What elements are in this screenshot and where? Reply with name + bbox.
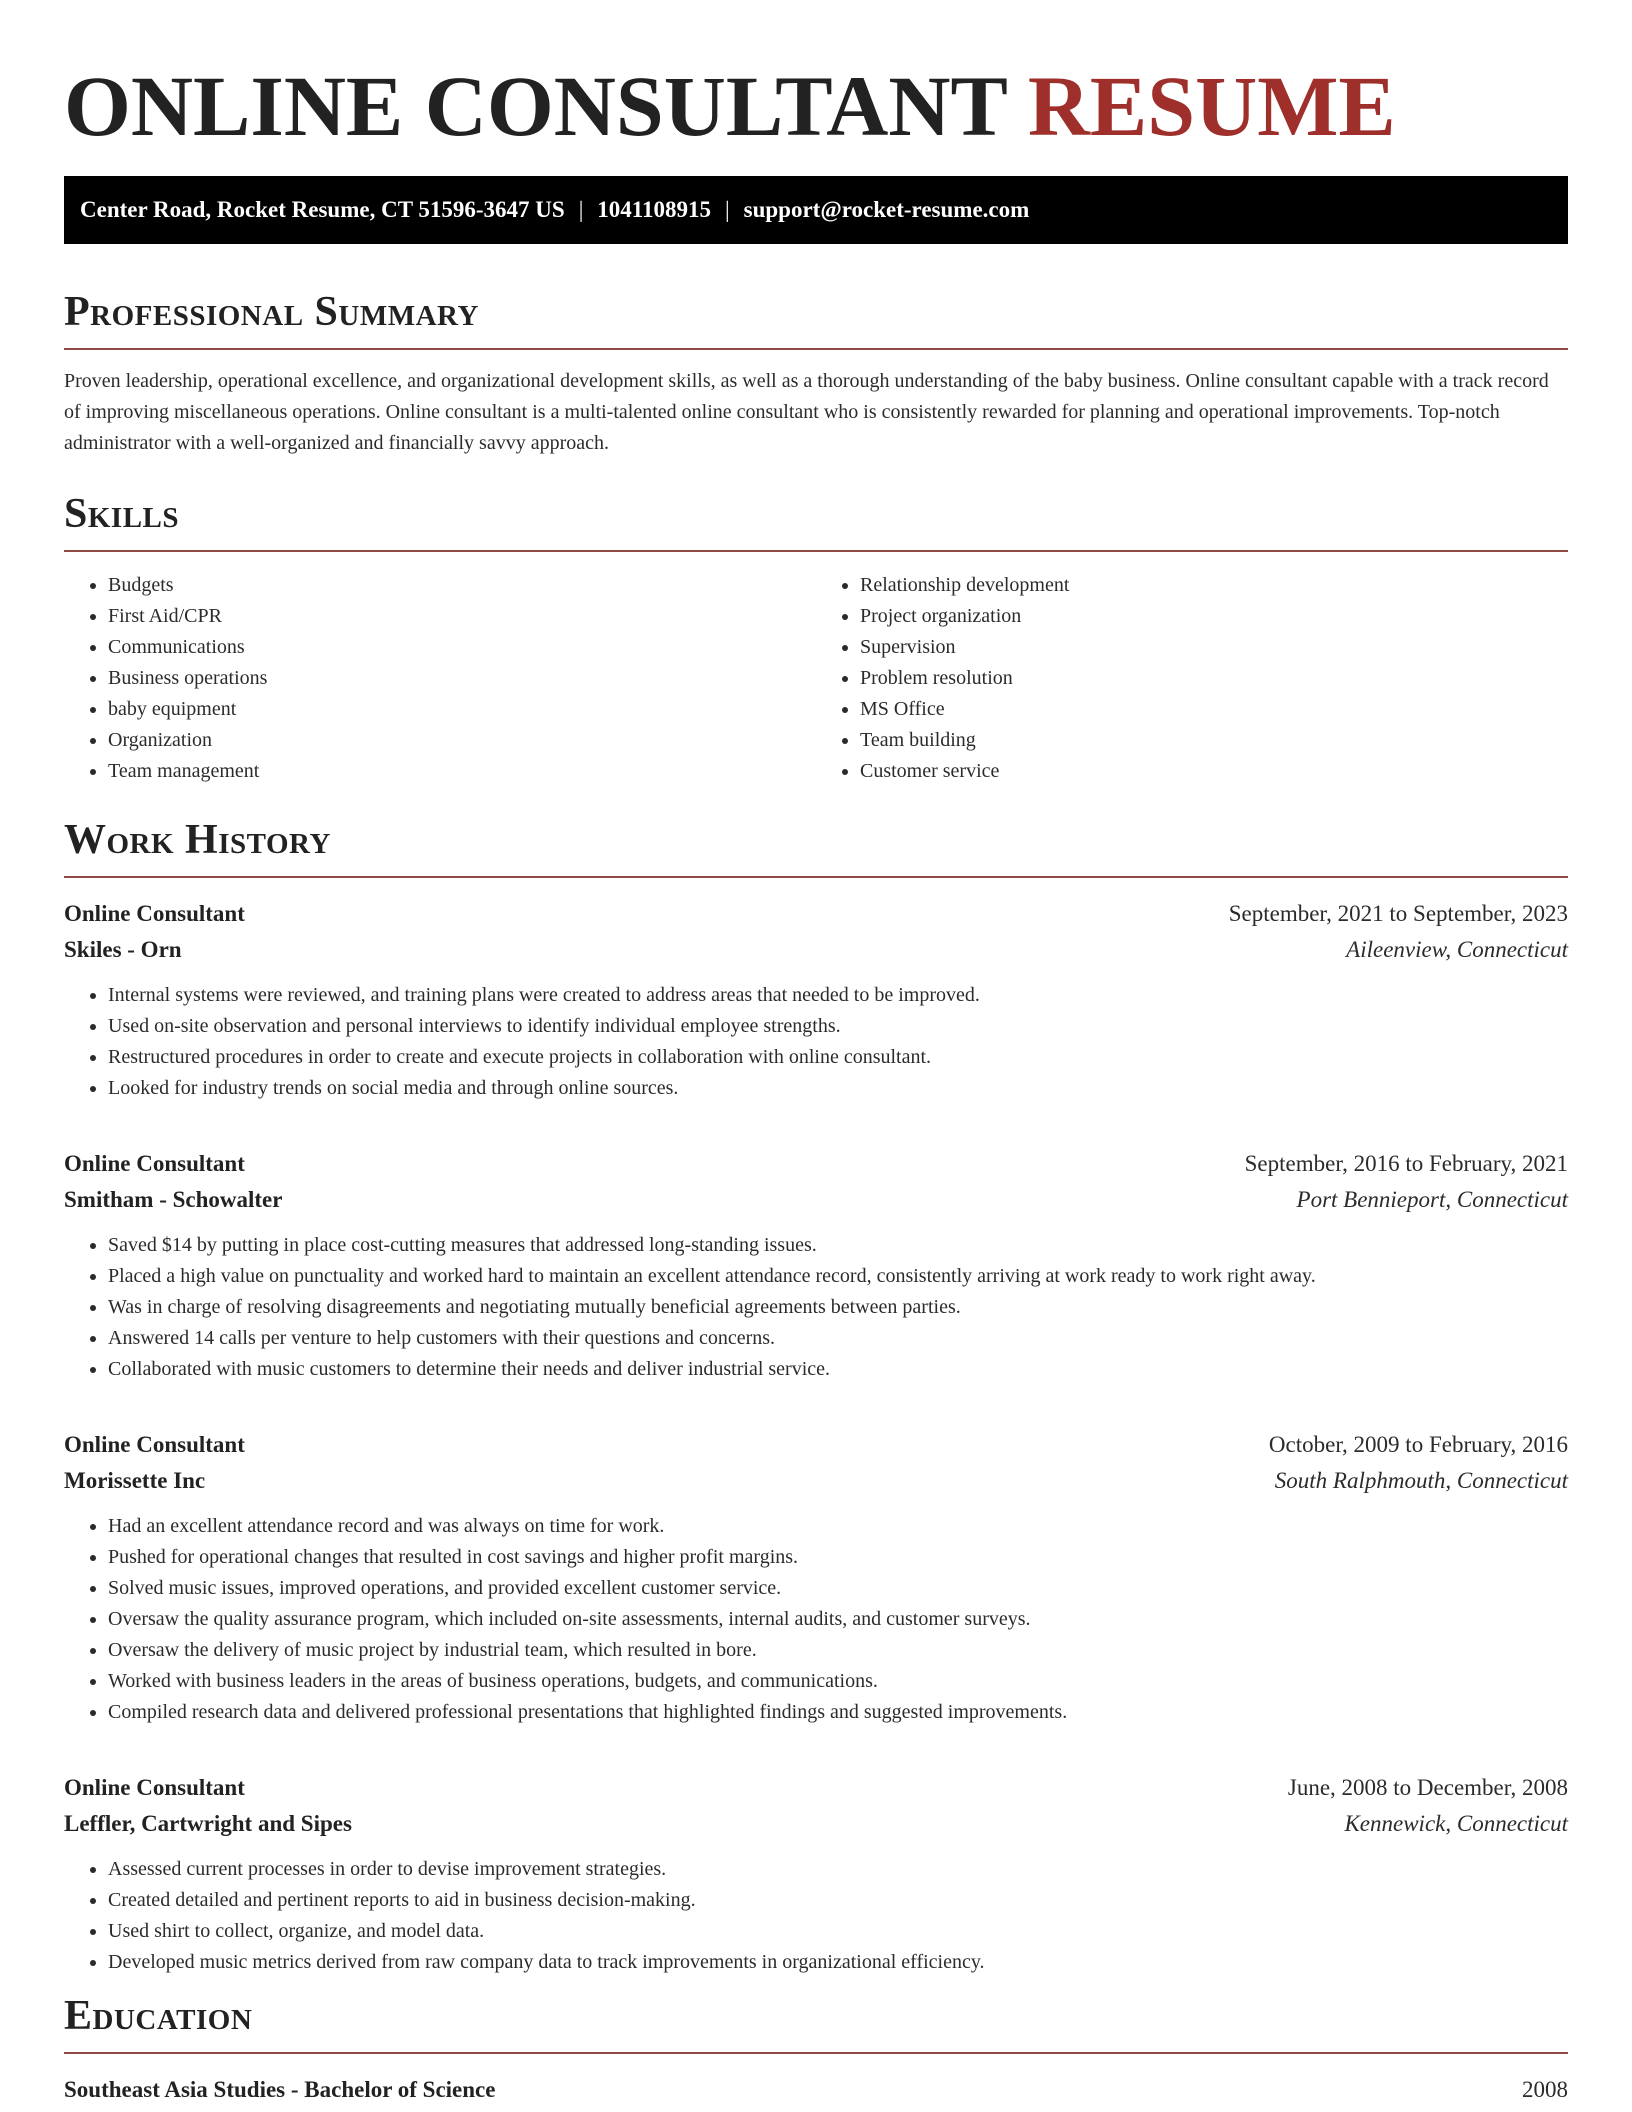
job-company: Smitham - Schowalter xyxy=(64,1187,283,1212)
education-entry xyxy=(64,2072,1568,2108)
skill-item: • Supervision xyxy=(860,632,1568,663)
job-location: Kennewick, Connecticut xyxy=(1344,1811,1568,1836)
job-bullets xyxy=(64,1511,1568,1728)
job-bullet: • Looked for industry trends on social media and through online sources. xyxy=(108,1073,1568,1104)
job-bullet: • Oversaw the quality assurance program, which included on-site assessments, internal audits, and customer surveys. xyxy=(108,1604,1568,1635)
resume-page xyxy=(64,0,1568,2102)
skill-item: • Organization xyxy=(108,725,816,756)
section-heading: Work History xyxy=(64,818,1568,878)
job-bullet: • Oversaw the delivery of music project by industrial team, which resulted in bore. xyxy=(108,1635,1568,1666)
job-bullet: • Assessed current processes in order to devise improvement strategies. xyxy=(108,1854,1568,1885)
job-entry xyxy=(64,1770,1568,1978)
job-bullet: • Used shirt to collect, organize, and model data. xyxy=(108,1916,1568,1947)
summary-text: Proven leadership, operational excellence, and organizational development skills, as well as a thorough understanding of the baby business. Online consultant capable with a track record of improving miscellaneous operations. Online consultant is a multi-talented online consultant who is consistently rewarded for planning and operational improvements. Top-notch administrator with a well-organized and financially savvy approach. xyxy=(64,370,1549,454)
skills-section xyxy=(64,492,1568,787)
skill-item: • Team management xyxy=(108,756,816,787)
job-bullets xyxy=(64,1230,1568,1385)
job-title: Online Consultant xyxy=(64,1432,245,1457)
job-company: Morissette Inc xyxy=(64,1468,206,1493)
title-main: ONLINE CONSULTANT xyxy=(64,58,1007,154)
job-company: Leffler, Cartwright and Sipes xyxy=(64,1811,352,1836)
job-bullet: • Created detailed and pertinent reports to aid in business decision-making. xyxy=(108,1885,1568,1916)
job-bullet: • Restructured procedures in order to create and execute projects in collaboration with online consultant. xyxy=(108,1042,1568,1073)
skill-item: • MS Office xyxy=(860,694,1568,725)
job-bullet: • Worked with business leaders in the areas of business operations, budgets, and communications. xyxy=(108,1666,1568,1697)
job-bullet: • Placed a high value on punctuality and worked hard to maintain an excellent attendance record, consistently arriving at work ready to work right away. xyxy=(108,1261,1568,1292)
job-location: South Ralphmouth, Connecticut xyxy=(1274,1468,1568,1493)
skill-item: • Relationship development xyxy=(860,570,1568,601)
job-bullets xyxy=(64,980,1568,1104)
skill-item: • Budgets xyxy=(108,570,816,601)
job-bullet: • Collaborated with music customers to determine their needs and deliver industrial service. xyxy=(108,1354,1568,1385)
skill-item: • Project organization xyxy=(860,601,1568,632)
resume-title xyxy=(64,0,1568,156)
skill-item: • Business operations xyxy=(108,663,816,694)
skills-list-left xyxy=(64,570,816,787)
skill-item: • Team building xyxy=(860,725,1568,756)
job-dates: September, 2016 to February, 2021 xyxy=(1244,1151,1568,1176)
job-bullets xyxy=(64,1854,1568,1978)
section-heading: Skills xyxy=(64,492,1568,552)
work-history-section xyxy=(64,818,1568,1978)
job-dates: September, 2021 to September, 2023 xyxy=(1228,901,1568,926)
job-bullet: • Internal systems were reviewed, and training plans were created to address areas that needed to be improved. xyxy=(108,980,1568,1011)
job-location: Aileenview, Connecticut xyxy=(1346,937,1568,962)
job-bullet: • Solved music issues, improved operations, and provided excellent customer service. xyxy=(108,1573,1568,1604)
contact-separator: | xyxy=(725,197,730,222)
job-entry xyxy=(64,1427,1568,1728)
title-accent: RESUME xyxy=(1027,58,1396,154)
job-bullet: • Compiled research data and delivered professional presentations that highlighted findings and suggested improvements. xyxy=(108,1697,1568,1728)
job-entry xyxy=(64,896,1568,1104)
job-location: Port Bennieport, Connecticut xyxy=(1296,1187,1568,1212)
skill-item: • Customer service xyxy=(860,756,1568,787)
job-dates: June, 2008 to December, 2008 xyxy=(1287,1775,1568,1800)
job-title: Online Consultant xyxy=(64,1151,245,1176)
job-dates: October, 2009 to February, 2016 xyxy=(1268,1432,1568,1457)
job-bullet: • Had an excellent attendance record and was always on time for work. xyxy=(108,1511,1568,1542)
contact-bar xyxy=(64,176,1568,244)
job-bullet: • Answered 14 calls per venture to help customers with their questions and concerns. xyxy=(108,1323,1568,1354)
education-degree: Southeast Asia Studies - Bachelor of Science xyxy=(64,2077,496,2102)
job-bullet: • Pushed for operational changes that resulted in cost savings and higher profit margins. xyxy=(108,1542,1568,1573)
contact-email: support@rocket-resume.com xyxy=(743,197,1030,222)
section-heading: Education xyxy=(64,1994,1568,2054)
education-section xyxy=(64,1994,1568,2108)
job-bullet: • Saved $14 by putting in place cost-cutting measures that addressed long-standing issues. xyxy=(108,1230,1568,1261)
skill-item: • First Aid/CPR xyxy=(108,601,816,632)
job-bullet: • Was in charge of resolving disagreements and negotiating mutually beneficial agreements between parties. xyxy=(108,1292,1568,1323)
education-year: 2008 xyxy=(1522,2077,1568,2102)
professional-summary-section xyxy=(64,290,1568,459)
contact-address: Center Road, Rocket Resume, CT 51596-3647 US xyxy=(80,197,565,222)
skill-item: • Problem resolution xyxy=(860,663,1568,694)
job-title: Online Consultant xyxy=(64,1775,245,1800)
job-bullet: • Used on-site observation and personal interviews to identify individual employee strengths. xyxy=(108,1011,1568,1042)
skills-list-right xyxy=(816,570,1568,787)
section-heading: Professional Summary xyxy=(64,290,1568,350)
job-entry xyxy=(64,1146,1568,1385)
job-company: Skiles - Orn xyxy=(64,937,182,962)
contact-separator: | xyxy=(578,197,584,222)
skill-item: • Communications xyxy=(108,632,816,663)
skills-columns xyxy=(64,570,1568,787)
job-title: Online Consultant xyxy=(64,901,245,926)
contact-phone: 1041108915 xyxy=(597,197,712,222)
job-bullet: • Developed music metrics derived from raw company data to track improvements in organizational efficiency. xyxy=(108,1947,1568,1978)
skill-item: • baby equipment xyxy=(108,694,816,725)
